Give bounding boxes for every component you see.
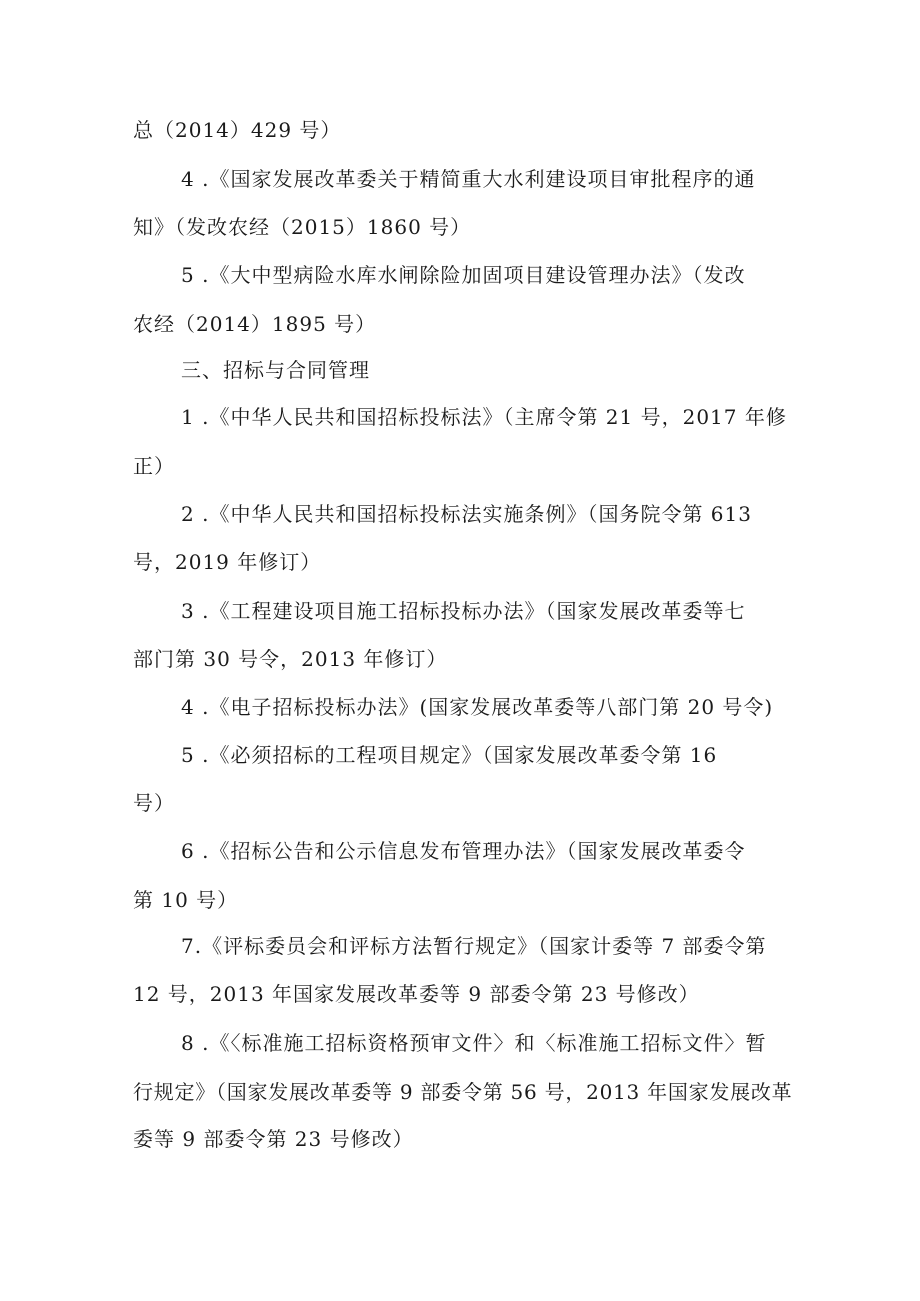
section3-item-8-line-3: 委等 9 部委令第 23 号修改） (133, 1127, 414, 1151)
list-item-5-line-1: 5 .《大中型病险水库水闸除险加固项目建设管理办法》（发改 (181, 263, 746, 287)
section3-item-6-line-2: 第 10 号） (133, 888, 239, 912)
section3-item-2-line-2: 号，2019 年修订） (133, 550, 322, 574)
section3-item-6-line-1: 6 .《招标公告和公示信息发布管理办法》（国家发展改革委令 (181, 839, 746, 863)
section3-item-8-line-1: 8 .《〈标准施工招标资格预审文件〉和〈标准施工招标文件〉暂 (181, 1031, 767, 1055)
list-item-4-line-1: 4 .《国家发展改革委关于精简重大水利建设项目审批程序的通 (181, 167, 756, 191)
section3-item-4-line-1: 4 .《电子招标投标办法》(国家发展改革委等八部门第 20 号令) (181, 695, 774, 719)
section3-item-2-line-1: 2 .《中华人民共和国招标投标法实施条例》（国务院令第 613 (181, 502, 752, 526)
section3-item-7-line-2: 12 号，2013 年国家发展改革委等 9 部委令第 23 号修改） (133, 982, 700, 1006)
text-line-continuation: 总（2014）429 号） (133, 118, 342, 142)
section3-item-7-line-1: 7.《评标委员会和评标方法暂行规定》（国家计委等 7 部委令第 (181, 934, 767, 958)
section3-item-1-line-2: 正） (133, 454, 175, 478)
list-item-5-line-2: 农经（2014）1895 号） (133, 312, 377, 336)
section3-item-3-line-2: 部门第 30 号令，2013 年修订） (133, 647, 448, 671)
list-item-4-line-2: 知》（发改农经（2015）1860 号） (133, 215, 472, 239)
section-heading: 三、招标与合同管理 (181, 358, 370, 382)
section3-item-5-line-1: 5 .《必须招标的工程项目规定》（国家发展改革委令第 16 (181, 743, 718, 767)
section3-item-1-line-1: 1 .《中华人民共和国招标投标法》（主席令第 21 号，2017 年修 (181, 405, 787, 429)
section3-item-8-line-2: 行规定》（国家发展改革委等 9 部委令第 56 号，2013 年国家发展改革 (133, 1080, 793, 1104)
section3-item-5-line-2: 号） (133, 791, 175, 815)
section3-item-3-line-1: 3 .《工程建设项目施工招标投标办法》（国家发展改革委等七 (181, 599, 746, 623)
